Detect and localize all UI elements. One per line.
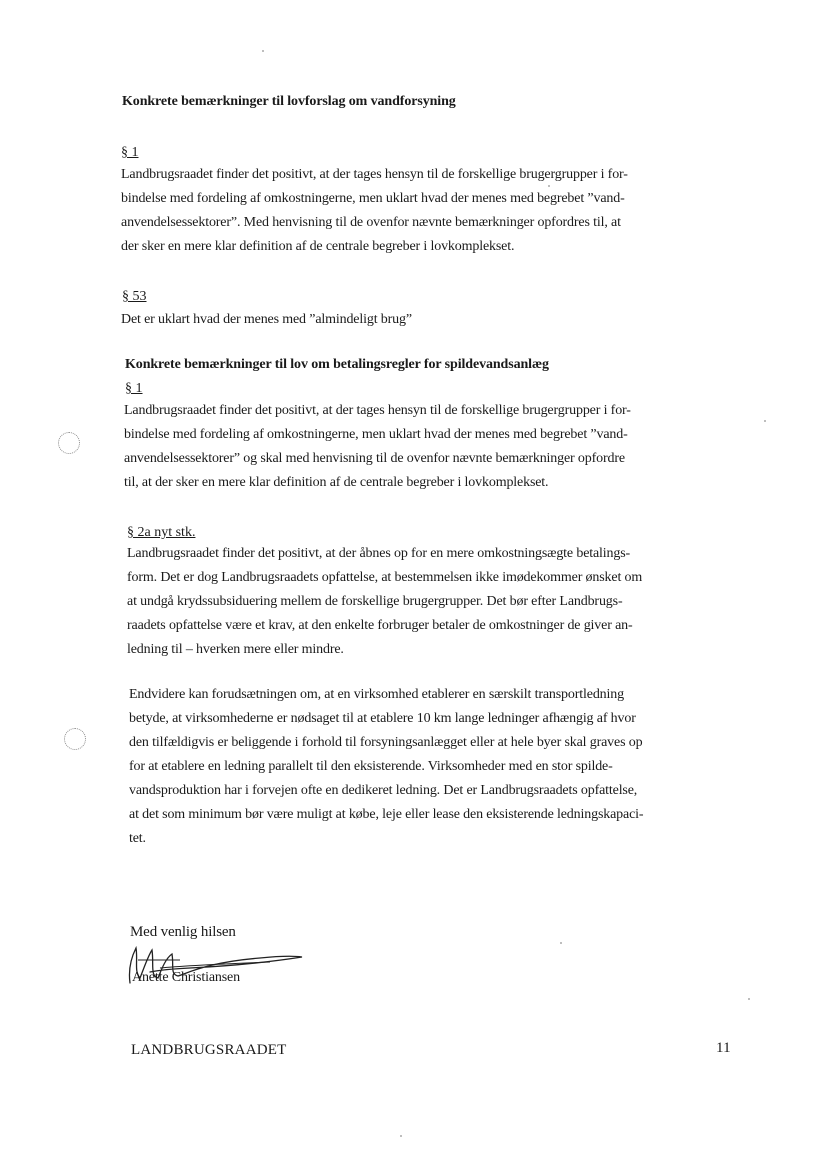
section-2a-title: § 2a nyt stk. (127, 525, 196, 540)
closing-greeting: Med venlig hilsen (130, 924, 236, 940)
section-1-paragraph: Landbrugsraadet finder det positivt, at der tages hensyn til de forskellige brugergrupper i for- bindelse med fordeling af omkostningerne, men uklart hvad der menes med begrebet ”vand- anvendelsessektorer”. Med henvisning til de ovenfor nævnte bemærkninger opfordres til, at der sker en mere klar definition af de centrale begreber i lovkomplekset. (121, 167, 628, 254)
heading-spildevand: Konkrete bemærkninger til lov om betalingsregler for spildevandsanlæg (125, 357, 549, 372)
endvidere-paragraph: Endvidere kan forudsætningen om, at en virksomhed etablerer en særskilt transportledning betyde, at virksomhederne er nødsaget til at etablere 10 km lange ledninger afhængig af hvor den tilfældigvis er beliggende i forhold til forsyningsanlægget eller at hele byer skal graves op for at etablere en ledning parallelt til den eksisterende. Virksomheder med en stor spilde- vandsproduktion har i forvejen ofte en dedikeret ledning. Det er Landbrugsraadets opfattelse, at det som minimum bør være muligt at købe, leje eller lease den eksisterende ledningskapaci- tet. (129, 687, 644, 846)
section-1b-paragraph: Landbrugsraadet finder det positivt, at der tages hensyn til de forskellige brugergrupper i for- bindelse med fordeling af omkostningerne, men uklart hvad der menes med begrebet ”vand- anvendelsessektorer” og skal med henvisning til de ovenfor nævnte bemærkninger opfordre til, at der sker en mere klar definition af de centrale begreber i lovkomplekset. (124, 403, 631, 490)
section-53-title: § 53 (122, 289, 147, 304)
section-53-paragraph: Det er uklart hvad der menes med ”almindeligt brug” (121, 312, 412, 327)
punch-hole-mark (64, 728, 86, 750)
footer-organization: LANDBRUGSRAADET (131, 1042, 287, 1058)
scan-speck (548, 185, 550, 187)
heading-vandforsyning: Konkrete bemærkninger til lovforslag om vandforsyning (122, 94, 456, 109)
section-2a-paragraph: Landbrugsraadet finder det positivt, at der åbnes op for en mere omkostningsægte betalings- form. Det er dog Landbrugsraadets opfattelse, at bestemmelsen ikke imødekommer ønsket om at undgå krydssubsiduering mellem de forskellige brugergrupper. Det bør efter Landbrugs- raadets opfattelse være et krav, at den enkelte forbruger betaler de omkostninger de giver an- ledning til – hverken mere eller mindre. (127, 546, 643, 657)
scan-speck (560, 942, 562, 944)
section-1b-title: § 1 (125, 381, 143, 396)
scan-speck (262, 50, 264, 52)
punch-hole-mark (58, 432, 80, 454)
section-1-title: § 1 (121, 145, 139, 160)
page-number: 11 (716, 1040, 731, 1056)
scan-speck (748, 998, 750, 1000)
scan-speck (764, 420, 766, 422)
signer-name: Anette Christiansen (132, 970, 240, 985)
scan-speck (400, 1135, 402, 1137)
